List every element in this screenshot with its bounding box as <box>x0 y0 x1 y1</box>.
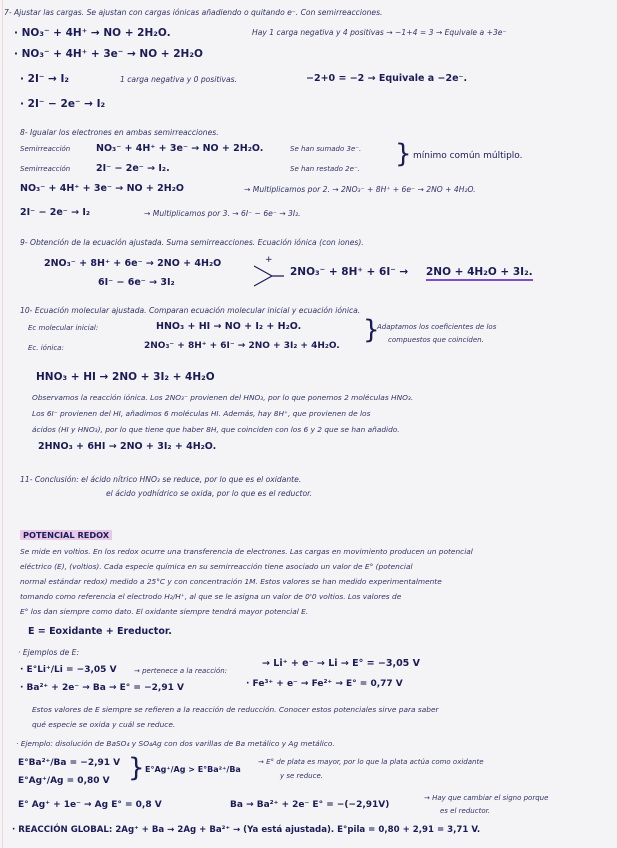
s8-eq-3-rest: → Multiplicamos por 2. → 2NO₃⁻ + 8H⁺ + 6e⁻ → 2NO + 4H₂O. <box>244 185 476 194</box>
s10-ion-label: Ec. iónica: <box>28 344 64 352</box>
pot-ba-note-2: es el reductor. <box>440 807 491 815</box>
pot-example-1a: · E°Li⁺/Li = −3,05 V <box>20 665 117 675</box>
pot-para-1: Se mide en voltios. En los redox ocurre una transferencia de electrones. Las cargas en movimiento producen un potencial <box>20 547 473 556</box>
pot-example-heading: · Ejemplo: disolución de BaSO₄ y SO₄Ag con dos varillas de Ba metálico y Ag metálico. <box>16 739 335 748</box>
s8-eq-4: 2I⁻ − 2e⁻ → I₂ <box>20 207 91 218</box>
pot-e-ag: E°Ag⁺/Ag = 0,80 V <box>18 776 110 786</box>
s7-reaction-1-note: Hay 1 carga negativa y 4 positivas → −1+4 = 3 → Equivale a +3e⁻ <box>252 28 507 37</box>
s9-half-2: 6I⁻ − 6e⁻ → 3I₂ <box>98 277 175 288</box>
s9-half-1: 2NO₃⁻ + 8H⁺ + 6e⁻ → 2NO + 4H₂O <box>44 258 222 269</box>
s9-plus-sign: + <box>265 255 273 265</box>
pot-compare-note-2: y se reduce. <box>280 772 323 780</box>
pot-note-2: qué especie se oxida y cuál se reduce. <box>32 720 176 729</box>
section-11-line-1: 11- Conclusión: el ácido nítrico HNO₃ se reduce, por lo que es el oxidante. <box>20 475 302 484</box>
s8-eq-2: 2I⁻ − 2e⁻ → I₂. <box>96 163 170 174</box>
s8-brace-note: mínimo común múltiplo. <box>413 151 523 161</box>
pot-para-5: E° los dan siempre como dato. El oxidante siempre tendrá mayor potencial E. <box>20 607 309 616</box>
s7-reaction-3-calc: −2+0 = −2 → Equivale a −2e⁻. <box>306 73 468 84</box>
s8-note-2: Se han restado 2e⁻. <box>290 165 360 173</box>
section-7-heading: 7- Ajustar las cargas. Se ajustan con cargas iónicas añadiendo o quitando e⁻. Con semirreacciones. <box>4 8 383 17</box>
potencial-redox-title: POTENCIAL REDOX <box>20 530 112 540</box>
pot-example-1b: → pertenece a la reacción: <box>134 667 228 675</box>
s9-merge-arrow <box>252 262 286 290</box>
s10-para-1: Observamos la reacción iónica. Los 2NO₃⁻ provienen del HNO₃, por lo que ponemos 2 moléculas HNO₃. <box>32 393 414 402</box>
s9-result-left: 2NO₃⁻ + 8H⁺ + 6I⁻ → <box>290 266 409 278</box>
pot-example-2b: · Fe³⁺ + e⁻ → Fe²⁺ → E° = 0,77 V <box>246 679 403 689</box>
pot-compare-note-1: → E° de plata es mayor, por lo que la plata actúa como oxidante <box>258 758 484 766</box>
pot-ag-reaction: E° Ag⁺ + 1e⁻ → Ag E° = 0,8 V <box>18 800 162 810</box>
pot-para-3: normal estándar redox) medido a 25°C y con concentración 1M. Estos valores se han medido experimentalmente <box>20 577 442 586</box>
s7-reaction-3: · 2I⁻ → I₂ <box>20 73 70 85</box>
pot-brace: } <box>128 753 145 783</box>
pot-global-reaction: · REACCIÓN GLOBAL: 2Ag⁺ + Ba → 2Ag + Ba²⁺ → (Ya está ajustada). E°pila = 0,80 + 2,91 = 3,71 V. <box>12 825 481 835</box>
pot-para-2: eléctrico (E), (voltios). Cada especie química en su semirreacción tiene asociado un valor de E° (potencial <box>20 562 413 571</box>
s7-reaction-2: · NO₃⁻ + 4H⁺ + 3e⁻ → NO + 2H₂O <box>14 48 203 60</box>
s7-reaction-4: · 2I⁻ − 2e⁻ → I₂ <box>20 98 106 110</box>
s10-brace-note-2: compuestos que coinciden. <box>388 336 484 344</box>
section-9-heading: 9- Obtención de la ecuación ajustada. Suma semirreacciones. Ecuación iónica (con iones). <box>20 238 364 247</box>
s8-label-1: Semirreacción <box>20 145 71 153</box>
section-10-heading: 10- Ecuación molecular ajustada. Comparan ecuación molecular inicial y ecuación iónica. <box>20 306 361 315</box>
pot-compare: E°Ag⁺/Ag > E°Ba²⁺/Ba <box>145 765 241 774</box>
s10-brace: } <box>363 315 380 345</box>
pot-ba-note-1: → Hay que cambiar el signo porque <box>424 794 549 802</box>
pot-example-1c: → Li⁺ + e⁻ → Li → E° = −3,05 V <box>262 658 420 669</box>
s10-mol-label: Ec molecular inicial: <box>28 324 99 332</box>
s9-result-right: 2NO + 4H₂O + 3I₂. <box>426 267 533 281</box>
s10-brace-note-1: Adaptamos los coeficientes de los <box>377 323 497 331</box>
section-8-heading: 8- Igualar los electrones en ambas semirreacciones. <box>20 128 219 137</box>
s7-reaction-3-note: 1 carga negativa y 0 positivas. <box>120 75 237 84</box>
s10-mol-eq: HNO₃ + HI → NO + I₂ + H₂O. <box>156 321 302 332</box>
s10-para-3: ácidos (HI y HNO₃), por lo que tiene que haber 8H, que coinciden con los 6 y 2 que se han añadido. <box>32 425 400 434</box>
pot-examples-heading: · Ejemplos de E: <box>18 648 80 657</box>
pot-example-2a: · Ba²⁺ + 2e⁻ → Ba → E° = −2,91 V <box>20 683 184 693</box>
pot-ba-reaction: Ba → Ba²⁺ + 2e⁻ E° = −(−2,91V) <box>230 800 390 810</box>
s10-eq-a: HNO₃ + HI → 2NO + 3I₂ + 4H₂O <box>36 371 215 383</box>
s8-label-2: Semirreacción <box>20 165 71 173</box>
page-margin-line <box>2 0 3 848</box>
s8-brace: } <box>395 139 412 169</box>
pot-note-1: Estos valores de E siempre se refieren a la reacción de reducción. Conocer estos potenciales sirve para saber <box>32 705 439 714</box>
s10-eq-b: 2HNO₃ + 6HI → 2NO + 3I₂ + 4H₂O. <box>38 441 217 452</box>
section-11-line-2: el ácido yodhídrico se oxida, por lo que es el reductor. <box>106 489 312 498</box>
s10-para-2: Los 6I⁻ provienen del HI, añadimos 6 moléculas HI. Además, hay 8H⁺, que provienen de los <box>32 409 371 418</box>
pot-e-ba: E°Ba²⁺/Ba = −2,91 V <box>18 758 121 768</box>
s8-eq-1: NO₃⁻ + 4H⁺ + 3e⁻ → NO + 2H₂O. <box>96 143 264 154</box>
s8-eq-4-rest: → Multiplicamos por 3. → 6I⁻ − 6e⁻ → 3I₂. <box>144 209 301 218</box>
s8-eq-3: NO₃⁻ + 4H⁺ + 3e⁻ → NO + 2H₂O <box>20 183 184 194</box>
s10-ion-eq: 2NO₃⁻ + 8H⁺ + 6I⁻ → 2NO + 3I₂ + 4H₂O. <box>144 341 340 351</box>
pot-formula: E = Eoxidante + Ereductor. <box>28 626 172 637</box>
pot-para-4: tomando como referencia el electrodo H₂/H⁺, al que se le asigna un valor de 0'0 voltios. Los valores de <box>20 592 402 601</box>
s7-reaction-1: · NO₃⁻ + 4H⁺ → NO + 2H₂O. <box>14 27 171 39</box>
s8-note-1: Se han sumado 3e⁻. <box>290 145 362 153</box>
